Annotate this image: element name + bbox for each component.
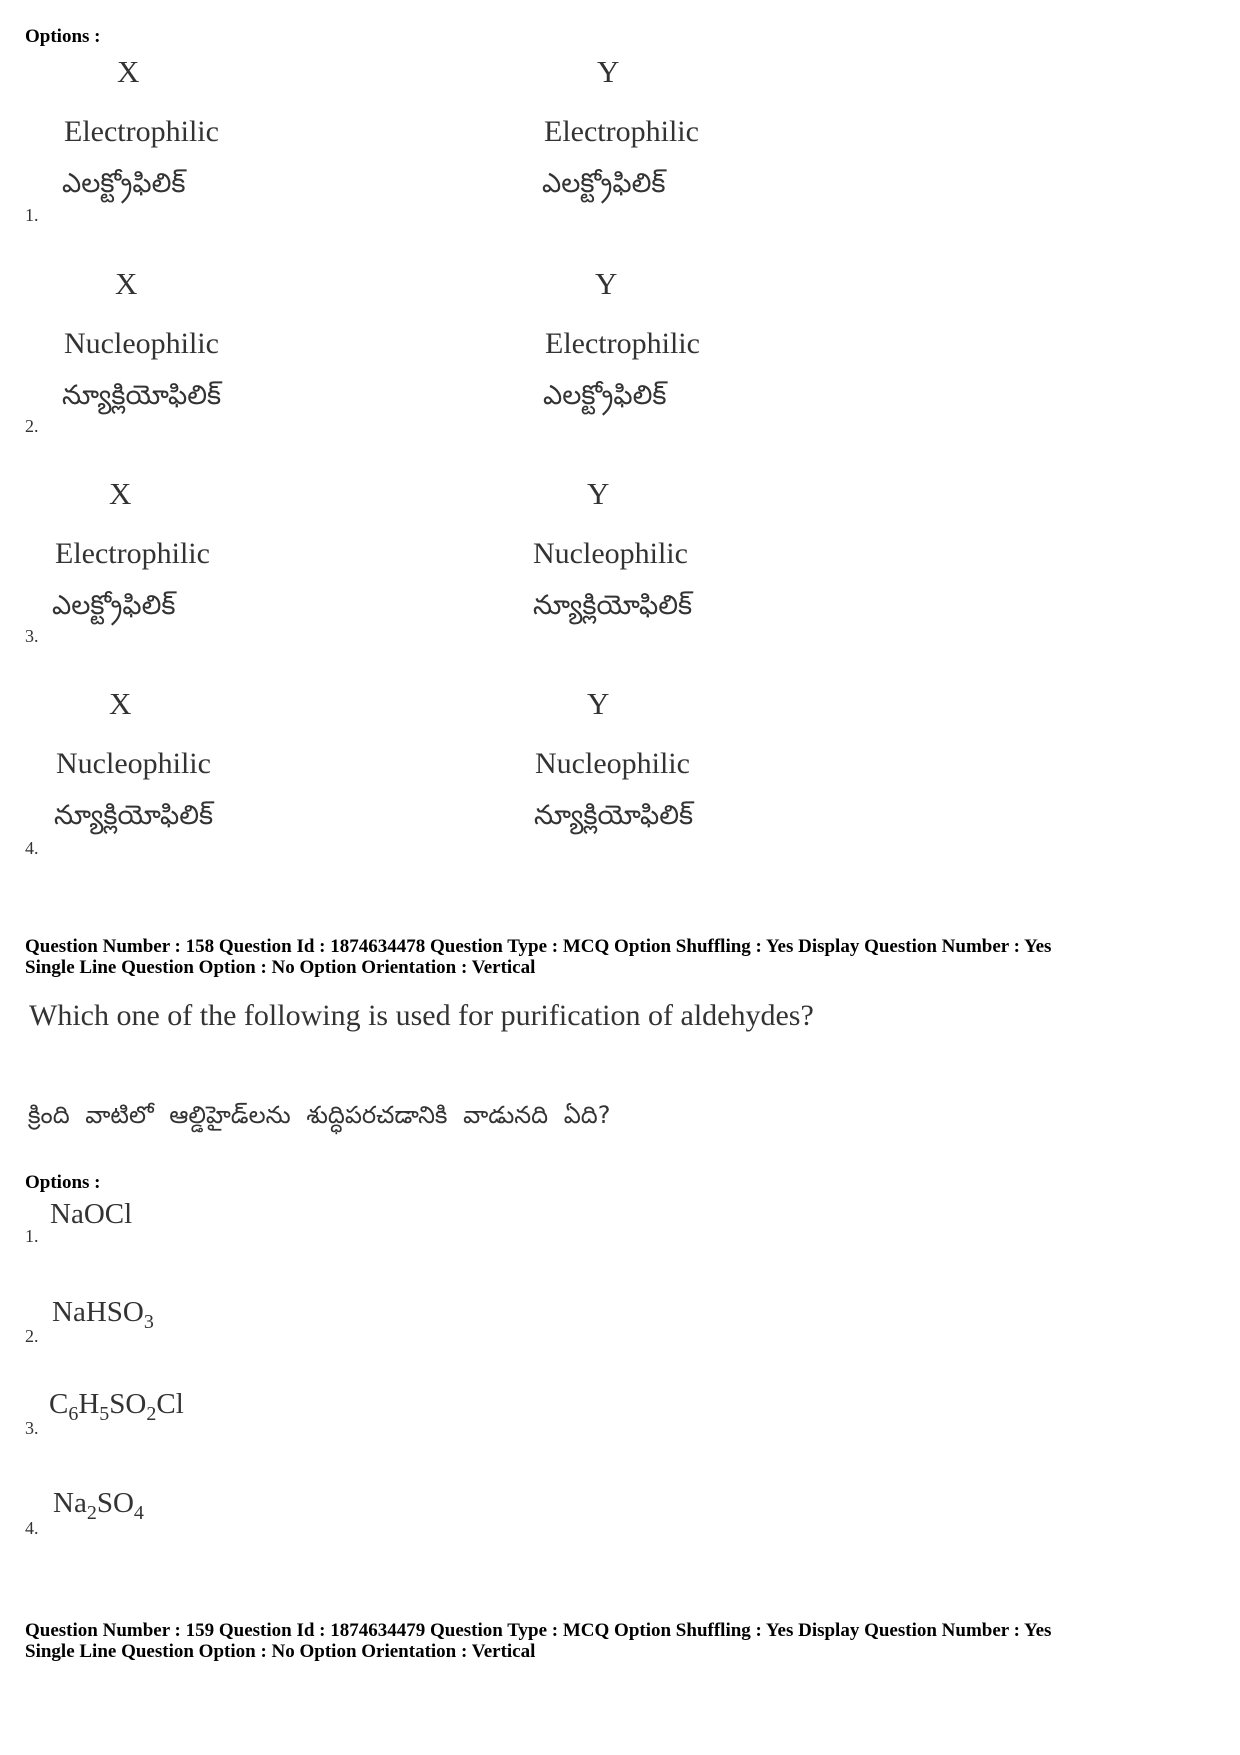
option-number: 3. xyxy=(25,1418,39,1438)
option-x-english: Nucleophilic xyxy=(64,327,219,360)
formula-part: SO xyxy=(96,1487,134,1519)
option-y-english: Electrophilic xyxy=(545,327,700,360)
option-formula xyxy=(49,1388,184,1425)
option-formula xyxy=(53,1487,144,1524)
column-y-header: Y xyxy=(597,54,620,89)
option-formula xyxy=(50,1198,132,1231)
formula-part: NaOCl xyxy=(50,1198,133,1230)
option-y-telugu: ఎలక్ట్రోఫిలిక్ xyxy=(542,168,666,199)
formula-part: NaHSO xyxy=(52,1296,144,1328)
formula-subscript: 5 xyxy=(99,1403,110,1425)
option-y-english: Electrophilic xyxy=(544,115,699,148)
formula-subscript: 3 xyxy=(143,1311,154,1333)
formula-part: H xyxy=(78,1388,100,1420)
option-x-telugu: ఎలక్ట్రోఫిలిక్ xyxy=(62,168,186,199)
column-x-header: X xyxy=(109,476,132,511)
formula-part: C xyxy=(49,1388,69,1420)
formula-part: Cl xyxy=(156,1388,184,1420)
column-x-header: X xyxy=(115,266,138,301)
column-x-header: X xyxy=(109,686,132,721)
option-number: 1. xyxy=(25,205,39,225)
option-formula xyxy=(52,1296,154,1333)
column-y-header: Y xyxy=(587,686,610,721)
formula-part: SO xyxy=(109,1388,147,1420)
option-x-english: Nucleophilic xyxy=(56,747,211,780)
formula-subscript: 2 xyxy=(146,1403,157,1425)
column-y-header: Y xyxy=(595,266,618,301)
option-y-telugu: న్యూక్లియోఫిలిక్ xyxy=(533,590,693,621)
formula-subscript: 6 xyxy=(68,1403,79,1425)
option-number: 4. xyxy=(25,1518,39,1538)
formula-subscript: 4 xyxy=(133,1502,144,1524)
option-number: 2. xyxy=(25,416,39,436)
column-y-header: Y xyxy=(587,476,610,511)
option-number: 3. xyxy=(25,626,39,646)
options-label: Options : xyxy=(25,1172,101,1193)
option-y-telugu: న్యూక్లియోఫిలిక్ xyxy=(534,800,694,831)
option-x-english: Electrophilic xyxy=(55,537,210,570)
formula-subscript: 2 xyxy=(86,1502,97,1524)
option-number: 4. xyxy=(25,838,39,858)
option-y-english: Nucleophilic xyxy=(535,747,690,780)
option-y-telugu: ఎలక్ట్రోఫిలిక్ xyxy=(543,380,667,411)
option-number: 1. xyxy=(25,1226,39,1246)
column-x-header: X xyxy=(117,54,140,89)
formula-part: Na xyxy=(53,1487,87,1519)
question-meta-line-1: Question Number : 159 Question Id : 1874634479 Question Type : MCQ Option Shuffling : Yes Display Question Number : Yes xyxy=(25,1620,1052,1641)
options-label: Options : xyxy=(25,26,101,47)
option-x-english: Electrophilic xyxy=(64,115,219,148)
question-text-english: Which one of the following is used for purification of aldehydes? xyxy=(29,999,814,1032)
option-x-telugu: న్యూక్లియోఫిలిక్ xyxy=(54,800,214,831)
option-y-english: Nucleophilic xyxy=(533,537,688,570)
question-text-telugu: క్రింది వాటిలో ఆల్డిహైడ్‌లను శుద్ధిపరచడానికి వాడునది ఏది? xyxy=(28,1101,611,1129)
question-meta-line-2: Single Line Question Option : No Option Orientation : Vertical xyxy=(25,1641,536,1662)
option-x-telugu: ఎలక్ట్రోఫిలిక్ xyxy=(52,590,176,621)
option-number: 2. xyxy=(25,1326,39,1346)
question-meta-line-2: Single Line Question Option : No Option Orientation : Vertical xyxy=(25,957,536,978)
option-x-telugu: న్యూక్లియోఫిలిక్ xyxy=(62,380,222,411)
question-meta-line-1: Question Number : 158 Question Id : 1874634478 Question Type : MCQ Option Shuffling : Yes Display Question Number : Yes xyxy=(25,936,1052,957)
